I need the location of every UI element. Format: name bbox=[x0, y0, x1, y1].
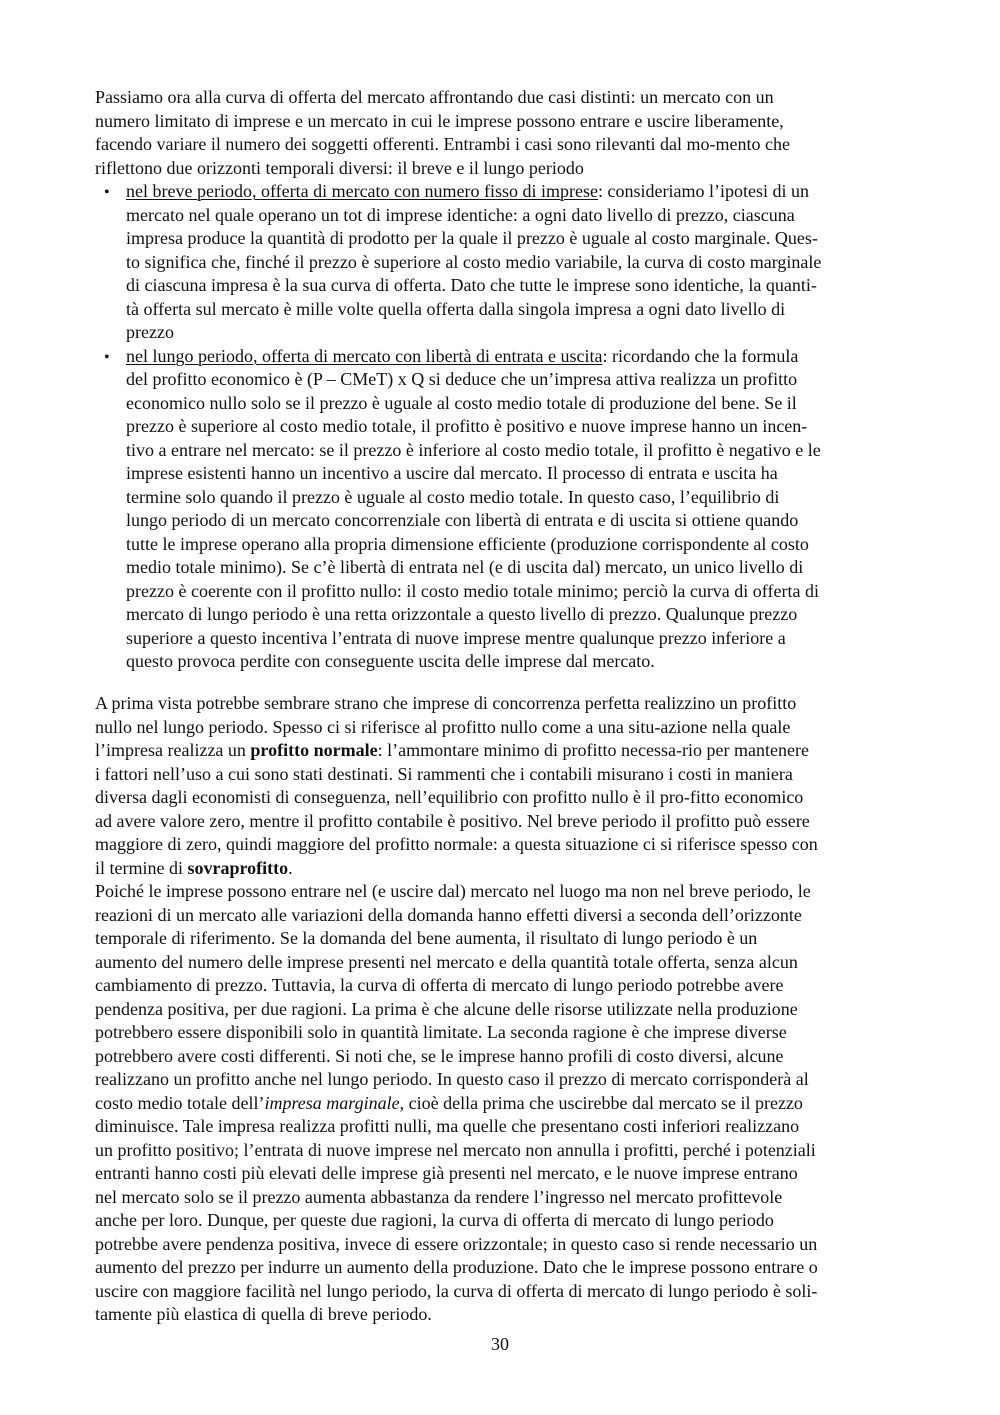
paragraph-line: potrebbero essere disponibili solo in quantità limitate. La seconda ragione è che imprese diverse bbox=[95, 1022, 787, 1042]
paragraph-line: maggiore di zero, quindi maggiore del profitto normale: a questa situazione ci si riferisce spesso con bbox=[95, 834, 818, 854]
paragraph-line: potrebbero avere costi differenti. Si noti che, se le imprese hanno profili di costo diversi, alcune bbox=[95, 1045, 784, 1066]
intro-line: facendo variare il numero dei soggetti offerenti. Entrambi i casi sono rilevanti dal mo-mento che bbox=[95, 134, 790, 154]
paragraph-line: i fattori nell’uso a cui sono stati destinati. Si rammenti che i contabili misurano i costi in maniera bbox=[95, 763, 793, 784]
paragraph-line: potrebbe avere pendenza positiva, invece di essere orizzontale; in questo caso si rende necessario un bbox=[95, 1233, 818, 1254]
paragraph-line: aumento del prezzo per indurre un aumento della produzione. Dato che le imprese possono entrare o bbox=[95, 1257, 818, 1277]
paragraph-line: nullo nel lungo periodo. Spesso ci si riferisce al profitto nullo come a una situ-azione nella quale bbox=[95, 716, 791, 737]
bullet-line: imprese esistenti hanno un incentivo a uscire dal mercato. Il processo di entrata e uscita ha bbox=[126, 463, 778, 483]
paragraph-line bbox=[95, 857, 293, 880]
intro-line: riflettono due orizzonti temporali diversi: il breve e il lungo periodo bbox=[95, 157, 584, 178]
paragraph-line bbox=[95, 1092, 803, 1115]
paragraph-line: A prima vista potrebbe sembrare strano che imprese di concorrenza perfetta realizzino un profitto bbox=[95, 693, 797, 713]
text-run: , cioè della prima che uscirebbe dal mercato se il prezzo bbox=[399, 1092, 803, 1113]
bullet-line: impresa produce la quantità di prodotto per la quale il prezzo è uguale al costo marginale. Ques- bbox=[126, 228, 818, 248]
bullet-line: termine solo quando il prezzo è uguale al costo medio totale. In questo caso, l’equilibrio di bbox=[126, 486, 780, 507]
bullet-item-short-run bbox=[126, 180, 809, 203]
intro-line: numero limitato di imprese e un mercato in cui le imprese possono entrare e uscire liberamente, bbox=[95, 110, 784, 131]
paragraph-line bbox=[95, 739, 809, 762]
bullet-line: prezzo è coerente con il profitto nullo: il costo medio totale minimo; perciò la curva di offerta di bbox=[126, 580, 819, 601]
paragraph-line: anche per loro. Dunque, per queste due ragioni, la curva di offerta di mercato di lungo periodo bbox=[95, 1210, 774, 1230]
paragraph-line: aumento del numero delle imprese presenti nel mercato e della quantità totale offerta, senza alcun bbox=[95, 951, 798, 972]
bullet-text: : consideriamo l’ipotesi di un bbox=[598, 181, 809, 201]
paragraph-line: realizzano un profitto anche nel lungo periodo. In questo caso il prezzo di mercato corrisponderà al bbox=[95, 1069, 809, 1089]
bullet-line: mercato nel quale operano un tot di imprese identiche: a ogni dato livello di prezzo, ciascuna bbox=[126, 204, 795, 225]
term-impresa-marginale: impresa marginale bbox=[264, 1092, 400, 1113]
text-run: . bbox=[288, 857, 293, 878]
text-run: l’impresa realizza un bbox=[95, 740, 251, 760]
paragraph-line: pendenza positiva, per due ragioni. La prima è che alcune delle risorse utilizzate nella produzione bbox=[95, 998, 798, 1019]
paragraph-line: uscire con maggiore facilità nel lungo periodo, la curva di offerta di mercato di lungo periodo è soli- bbox=[95, 1280, 818, 1301]
bullet-heading: nel lungo periodo, offerta di mercato con libertà di entrata e uscita bbox=[126, 345, 603, 366]
bullet-line: to significa che, finché il prezzo è superiore al costo medio variabile, la curva di costo marginale bbox=[126, 251, 822, 272]
paragraph-line: cambiamento di prezzo. Tuttavia, la curva di offerta di mercato di lungo periodo potrebbe avere bbox=[95, 975, 784, 995]
bullet-marker: • bbox=[104, 348, 110, 366]
paragraph-line: temporale di riferimento. Se la domanda del bene aumenta, il risultato di lungo periodo è un bbox=[95, 928, 758, 948]
bullet-line: superiore a questo incentiva l’entrata di nuove imprese mentre qualunque prezzo inferiore a bbox=[126, 627, 786, 648]
bullet-line: medio totale minimo). Se c’è libertà di entrata nel (e di uscita dal) mercato, un unico livello di bbox=[126, 557, 804, 577]
paragraph-line: reazioni di un mercato alle variazioni della domanda hanno effetti diversi a seconda dell’orizzonte bbox=[95, 904, 802, 925]
bullet-line: del profitto economico è (P – CMeT) x Q si deduce che un’impresa attiva realizza un profitto bbox=[126, 369, 798, 389]
bullet-marker: • bbox=[104, 184, 110, 201]
paragraph-line: un profitto positivo; l’entrata di nuove imprese nel mercato non annulla i profitti, perché i potenziali bbox=[95, 1139, 816, 1160]
bullet-line: tutte le imprese operano alla propria dimensione efficiente (produzione corrispondente al costo bbox=[126, 533, 809, 554]
bullet-line: lungo periodo di un mercato concorrenziale con libertà di entrata e di uscita si ottiene quando bbox=[126, 510, 799, 530]
paragraph-line: diminuisce. Tale impresa realizza profitti nulli, ma quelle che presentano costi inferiori realizzano bbox=[95, 1116, 800, 1136]
bullet-line: prezzo è superiore al costo medio totale, il profitto è positivo e nuove imprese hanno un incen- bbox=[126, 416, 808, 436]
page-number: 30 bbox=[491, 1334, 509, 1354]
bullet-line: di ciascuna impresa è la sua curva di offerta. Dato che tutte le imprese sono identiche, la quanti- bbox=[126, 275, 817, 295]
bullet-line: prezzo bbox=[126, 322, 174, 342]
paragraph-line: nel mercato solo se il prezzo aumenta abbastanza da rendere l’ingresso nel mercato profittevole bbox=[95, 1186, 783, 1207]
bullet-item-long-run bbox=[126, 345, 798, 368]
bullet-line: mercato di lungo periodo è una retta orizzontale a questo livello di prezzo. Qualunque prezzo bbox=[126, 604, 798, 624]
text-run: il termine di bbox=[95, 857, 188, 878]
bullet-line: tà offerta sul mercato è mille volte quella offerta dalla singola impresa a ogni dato livello di bbox=[126, 298, 786, 319]
term-profitto-normale: profitto normale bbox=[250, 740, 378, 760]
paragraph-line: diversa dagli economisti di conseguenza, nell’equilibrio con profitto nullo è il pro-fitto economico bbox=[95, 787, 804, 807]
paragraph-line: Poiché le imprese possono entrare nel (e uscire dal) mercato nel luogo ma non nel breve periodo, le bbox=[95, 881, 811, 901]
text-run: costo medio totale dell’ bbox=[95, 1092, 265, 1113]
paragraph-line: entranti hanno costi più elevati delle imprese già presenti nel mercato, e le nuove imprese entrano bbox=[95, 1163, 798, 1183]
intro-line: Passiamo ora alla curva di offerta del mercato affrontando due casi distinti: un mercato con un bbox=[95, 87, 774, 107]
bullet-line: tivo a entrare nel mercato: se il prezzo è inferiore al costo medio totale, il profitto è negativo e le bbox=[126, 439, 821, 460]
bullet-heading: nel breve periodo, offerta di mercato con numero fisso di imprese bbox=[126, 181, 599, 201]
paragraph-line: tamente più elastica di quella di breve periodo. bbox=[95, 1304, 432, 1324]
bullet-line: questo provoca perdite con conseguente uscita delle imprese dal mercato. bbox=[126, 651, 655, 671]
text-run: : l’ammontare minimo di profitto necessa-rio per mantenere bbox=[377, 740, 809, 760]
bullet-text: : ricordando che la formula bbox=[602, 345, 799, 366]
term-sovraprofitto: sovraprofitto bbox=[187, 857, 289, 878]
paragraph-line: ad avere valore zero, mentre il profitto contabile è positivo. Nel breve periodo il profitto può essere bbox=[95, 810, 810, 831]
bullet-line: economico nullo solo se il prezzo è uguale al costo medio totale di produzione del bene. Se il bbox=[126, 392, 797, 413]
